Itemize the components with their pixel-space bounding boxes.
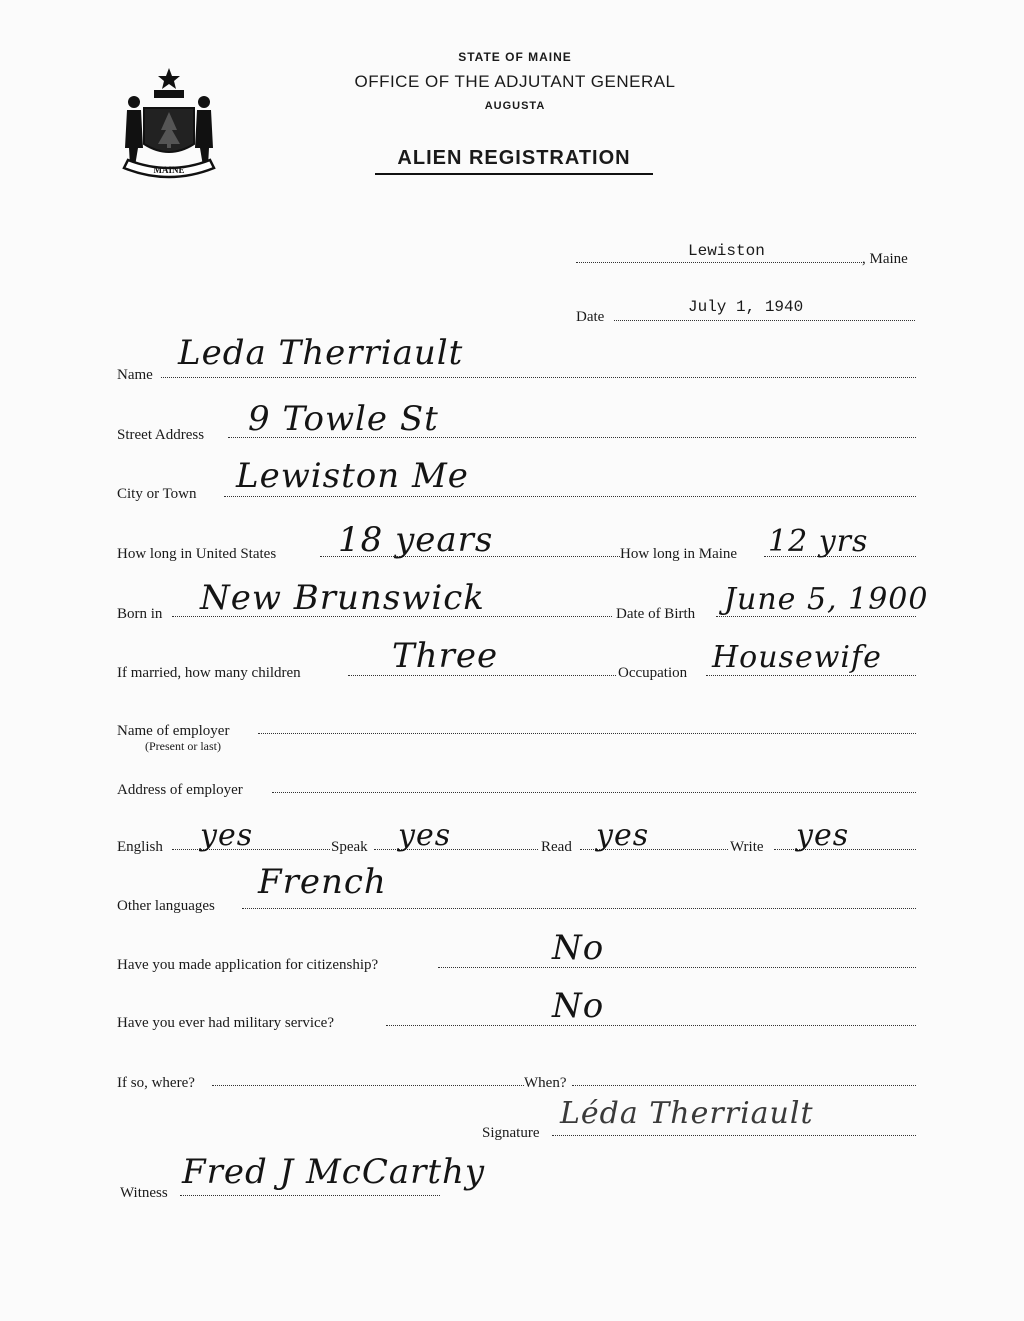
svg-text:MAINE: MAINE <box>153 165 185 175</box>
born-in-value: New Brunswick <box>200 578 485 618</box>
children-label: If married, how many children <box>117 665 301 681</box>
other-languages-value: French <box>258 862 387 902</box>
when-label: When? <box>524 1075 567 1091</box>
form-title: ALIEN REGISTRATION <box>375 147 653 175</box>
english-value: yes <box>200 818 254 853</box>
street-label: Street Address <box>117 427 205 443</box>
city-heading: AUGUSTA <box>484 100 546 112</box>
employer-sublabel: (Present or last) <box>145 739 221 753</box>
maine-label: , Maine <box>862 251 908 267</box>
state-heading: STATE OF MAINE <box>458 50 572 64</box>
city-label: City or Town <box>117 486 197 502</box>
write-label: Write <box>730 839 764 855</box>
dob-label: Date of Birth <box>616 606 696 622</box>
english-label: English <box>117 839 163 855</box>
occupation-value: Housewife <box>712 640 882 675</box>
signature-value: Léda Therriault <box>560 1096 814 1131</box>
signature-label: Signature <box>482 1125 540 1141</box>
children-value: Three <box>392 636 499 676</box>
speak-value: yes <box>398 818 452 853</box>
employer-address-label: Address of employer <box>117 782 243 798</box>
name-label: Name <box>117 367 153 383</box>
dob-value: June 5, 1900 <box>724 582 929 617</box>
write-value: yes <box>796 818 850 853</box>
maine-state-seal <box>118 64 220 186</box>
read-value: yes <box>596 818 650 853</box>
military-label: Have you ever had military service? <box>117 1015 334 1031</box>
place-value: Lewiston <box>688 242 765 260</box>
other-languages-label: Other languages <box>117 898 215 914</box>
how-long-maine-value: 12 yrs <box>768 524 869 559</box>
speak-label: Speak <box>331 839 368 855</box>
office-heading: OFFICE OF THE ADJUTANT GENERAL <box>354 72 676 91</box>
date-label: Date <box>576 309 605 325</box>
witness-label: Witness <box>120 1185 168 1201</box>
born-in-label: Born in <box>117 606 163 622</box>
employer-label: Name of employer <box>117 723 230 739</box>
read-label: Read <box>541 839 572 855</box>
citizenship-value: No <box>552 928 605 968</box>
how-long-us-value: 18 years <box>338 520 494 560</box>
citizenship-label: Have you made application for citizenship? <box>117 957 379 973</box>
how-long-us-label: How long in United States <box>117 546 277 562</box>
street-value: 9 Towle St <box>248 399 439 439</box>
occupation-label: Occupation <box>618 665 688 681</box>
how-long-maine-label: How long in Maine <box>620 546 738 562</box>
date-value: July 1, 1940 <box>688 298 804 316</box>
military-value: No <box>552 986 605 1026</box>
name-value: Leda Therriault <box>178 333 464 373</box>
witness-value: Fred J McCarthy <box>182 1152 486 1192</box>
city-value: Lewiston Me <box>236 456 469 496</box>
where-label: If so, where? <box>117 1075 195 1091</box>
